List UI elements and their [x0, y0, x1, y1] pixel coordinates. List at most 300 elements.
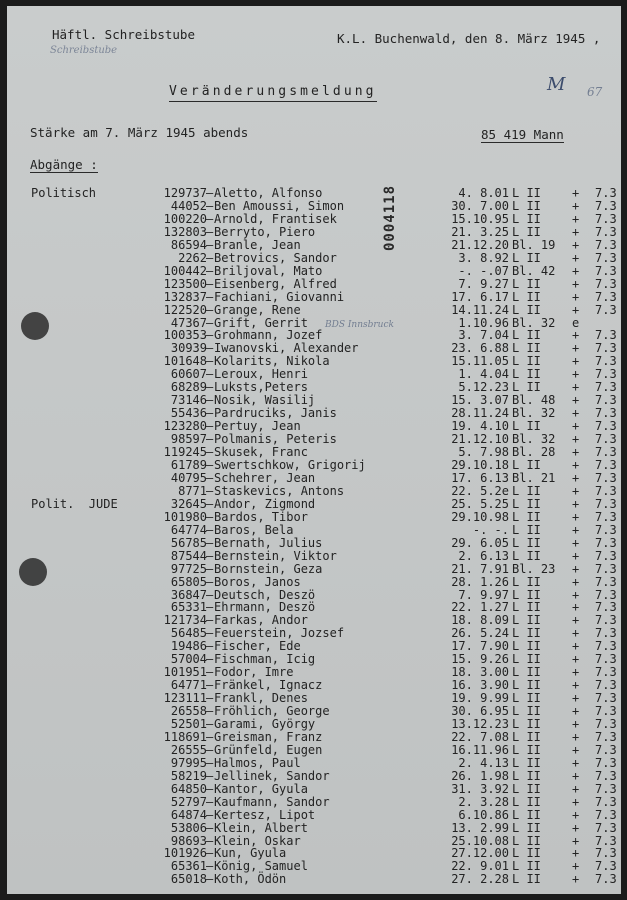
birth-date: 19. 4.10 — [451, 419, 509, 434]
birth-date: 17. 7.90 — [451, 639, 509, 654]
transfer-date: 7.3 — [595, 833, 617, 848]
birth-date: 21.12.10 — [451, 432, 509, 446]
birth-date: 21. 7.91 — [451, 561, 509, 576]
transfer-date: 7.3 — [595, 263, 617, 278]
prisoner-number: 101980 — [163, 509, 207, 524]
plus-mark: + — [572, 768, 580, 783]
group-label: Politisch — [31, 186, 97, 200]
prisoner-name: Farkas, Andor — [214, 613, 308, 628]
birth-date: 21.12.20 — [451, 237, 509, 252]
block-number: L II — [512, 755, 541, 770]
transfer-date: 7.3 — [595, 587, 617, 602]
plus-mark: + — [572, 626, 580, 641]
prisoner-name: Berryto, Piero — [214, 224, 316, 239]
dash: — — [206, 328, 214, 343]
plus-mark: + — [572, 186, 580, 200]
prisoner-number: 132837 — [163, 289, 207, 304]
birth-date: 17. 6.17 — [451, 289, 509, 304]
plus-mark: + — [572, 600, 580, 615]
prisoner-name: Leroux, Henri — [214, 367, 308, 382]
transfer-date: 7.3 — [595, 496, 617, 511]
strength-total: 85 419 Mann — [481, 127, 564, 142]
prisoner-name: Baros, Bela — [214, 522, 294, 537]
prisoner-name: Briljoval, Mato — [214, 263, 323, 278]
block-number: L II — [512, 354, 541, 369]
block-number: L II — [512, 380, 541, 395]
list-item — [7, 744, 621, 757]
dash: — — [206, 639, 214, 654]
prisoner-name: Andor, Zigmond — [214, 496, 316, 511]
document-title: Veränderungsmeldung — [169, 85, 377, 102]
prisoner-name: Grünfeld, Eugen — [214, 742, 323, 757]
list-item — [7, 472, 621, 485]
prisoner-name: Skusek, Franc — [214, 445, 308, 459]
transfer-date: 7.3 — [595, 820, 617, 835]
prisoner-name: Bernath, Julius — [214, 535, 323, 550]
dash: — — [206, 755, 214, 770]
plus-mark: + — [572, 742, 580, 757]
plus-mark: + — [572, 406, 580, 421]
prisoner-name: Kolarits, Nikola — [214, 354, 330, 369]
dash: — — [206, 704, 214, 718]
block-number: L II — [512, 211, 541, 226]
prisoner-number: 55436 — [170, 406, 207, 421]
birth-date: 28.11.24 — [451, 406, 509, 421]
prisoner-number: 32645 — [170, 496, 207, 511]
transfer-date: 7.3 — [595, 574, 617, 589]
pencil-note: BDS Innsbruck — [325, 320, 394, 330]
birth-date: 25.10.08 — [451, 833, 509, 848]
birth-date: 3. 7.04 — [458, 328, 509, 343]
dash: — — [206, 665, 214, 680]
office-label: Häftl. Schreibstube — [52, 27, 195, 42]
plus-mark: + — [572, 548, 580, 563]
birth-date: 27. 2.28 — [451, 872, 509, 887]
birth-date: 15. 3.07 — [451, 393, 509, 408]
dash: — — [206, 457, 214, 472]
plus-mark: + — [572, 211, 580, 226]
dash: — — [206, 419, 214, 434]
transfer-date: 7.3 — [595, 794, 617, 809]
prisoner-number: 123111 — [163, 691, 207, 705]
birth-date: -. -.07 — [458, 263, 509, 278]
prisoner-number: 44052 — [170, 198, 207, 213]
dash: — — [206, 496, 214, 511]
birth-date: 30. 6.95 — [451, 704, 509, 718]
transfer-date: 7.3 — [595, 328, 617, 343]
block-number: L II — [512, 768, 541, 783]
transfer-date: 7.3 — [595, 548, 617, 563]
plus-mark: + — [572, 639, 580, 654]
prisoner-name: Ehrmann, Deszö — [214, 600, 316, 615]
birth-date: 18. 3.00 — [451, 665, 509, 680]
dash: — — [206, 289, 214, 304]
prisoner-name: Grohmann, Jozef — [214, 328, 323, 343]
block-number: L II — [512, 341, 541, 356]
birth-date: 16. 3.90 — [451, 678, 509, 693]
birth-date: 22. 1.27 — [451, 600, 509, 615]
prisoner-number: 56785 — [170, 535, 207, 550]
block-number: L II — [512, 600, 541, 615]
dash: — — [206, 535, 214, 550]
plus-mark: + — [572, 755, 580, 770]
document-page — [7, 6, 621, 894]
transfer-date: 7.3 — [595, 716, 617, 731]
prisoner-name: Garami, György — [214, 716, 316, 731]
prisoner-name: Staskevics, Antons — [214, 483, 345, 498]
list-item — [7, 537, 621, 550]
prisoner-number: 101951 — [163, 665, 207, 680]
birth-date: 5. 7.98 — [458, 445, 509, 459]
block-number: L II — [512, 328, 541, 343]
dash: — — [206, 794, 214, 809]
block-number: L II — [512, 535, 541, 550]
transfer-date: 7.3 — [595, 626, 617, 641]
transfer-date: 7.3 — [595, 807, 617, 822]
prisoner-number: 101648 — [163, 354, 207, 369]
transfer-date: 7.3 — [595, 289, 617, 304]
dash: — — [206, 380, 214, 395]
birth-date: 29. 6.05 — [451, 535, 509, 550]
prisoner-name: Halmos, Paul — [214, 755, 301, 770]
transfer-date: 7.3 — [595, 691, 617, 705]
prisoner-number: 87544 — [170, 548, 207, 563]
dash: — — [206, 781, 214, 796]
prisoner-number: 64850 — [170, 781, 207, 796]
plus-mark: + — [572, 470, 580, 485]
prisoner-name: Feuerstein, Jozsef — [214, 626, 345, 641]
plus-mark: + — [572, 276, 580, 291]
birth-date: 29.10.98 — [451, 509, 509, 524]
list-item — [7, 731, 621, 744]
list-item — [7, 550, 621, 563]
dash: — — [206, 470, 214, 485]
transfer-date: 7.3 — [595, 522, 617, 537]
birth-date: 31. 3.92 — [451, 781, 509, 796]
block-number: L II — [512, 522, 541, 537]
block-number: L II — [512, 742, 541, 757]
block-number: L II — [512, 224, 541, 239]
transfer-date: 7.3 — [595, 755, 617, 770]
prisoner-name: Arnold, Frantisek — [214, 211, 337, 226]
dash: — — [206, 432, 214, 446]
dash: — — [206, 483, 214, 498]
birth-date: 7. 9.97 — [458, 587, 509, 602]
prisoner-number: 98597 — [170, 432, 207, 446]
plus-mark: + — [572, 561, 580, 576]
plus-mark: + — [572, 263, 580, 278]
prisoner-number: 97725 — [170, 561, 207, 576]
block-number: L II — [512, 483, 541, 498]
birth-date: 2. 3.28 — [458, 794, 509, 809]
dash: — — [206, 613, 214, 628]
block-number: L II — [512, 820, 541, 835]
dash: — — [206, 807, 214, 822]
prisoner-number: 64874 — [170, 807, 207, 822]
prisoner-number: 64771 — [170, 678, 207, 693]
transfer-date: 7.3 — [595, 561, 617, 576]
prisoner-number: 40795 — [170, 470, 207, 485]
block-number: Bl. 21 — [512, 470, 556, 485]
plus-mark: + — [572, 574, 580, 589]
prisoner-number: 8771 — [178, 483, 207, 498]
dash: — — [206, 846, 214, 861]
prisoner-number: 64774 — [170, 522, 207, 537]
transfer-date: 7.3 — [595, 341, 617, 356]
transfer-date: 7.3 — [595, 859, 617, 874]
prisoner-number: 100353 — [163, 328, 207, 343]
prisoner-name: Kun, Gyula — [214, 846, 287, 861]
dash: — — [206, 678, 214, 693]
birth-date: 15. 9.26 — [451, 652, 509, 667]
dash: — — [206, 729, 214, 744]
block-number: L II — [512, 574, 541, 589]
block-number: L II — [512, 652, 541, 667]
prisoner-number: 119245 — [163, 445, 207, 459]
prisoner-name: König, Samuel — [214, 859, 308, 874]
plus-mark: + — [572, 445, 580, 459]
transfer-date: 7.3 — [595, 600, 617, 615]
prisoner-number: 26558 — [170, 704, 207, 718]
prisoner-name: Grange, Rene — [214, 302, 301, 317]
birth-date: 26. 5.24 — [451, 626, 509, 641]
dash: — — [206, 198, 214, 213]
dash: — — [206, 587, 214, 602]
transfer-date: 7.3 — [595, 445, 617, 459]
birth-date: 4. 8.01 — [458, 186, 509, 200]
transfer-date: 7.3 — [595, 846, 617, 861]
block-number: L II — [512, 587, 541, 602]
list-item — [7, 485, 621, 498]
block-number: L II — [512, 846, 541, 861]
prisoner-number: 73146 — [170, 393, 207, 408]
prisoner-name: Grift, Gerrit — [214, 315, 308, 330]
birth-date: 29.10.18 — [451, 457, 509, 472]
prisoner-number: 30939 — [170, 341, 207, 356]
block-number: L II — [512, 289, 541, 304]
block-number: L II — [512, 302, 541, 317]
prisoner-number: 129737 — [163, 186, 207, 200]
prisoner-number: 132803 — [163, 224, 207, 239]
prisoner-number: 65805 — [170, 574, 207, 589]
transfer-date: 7.3 — [595, 535, 617, 550]
list-item — [7, 213, 621, 226]
office-handwritten-note: Schreibstube — [50, 45, 118, 56]
block-number: Bl. 32 — [512, 432, 556, 446]
dash: — — [206, 315, 214, 330]
prisoner-name: Greisman, Franz — [214, 729, 323, 744]
transfer-date: 7.3 — [595, 224, 617, 239]
block-number: L II — [512, 691, 541, 705]
list-item — [7, 873, 621, 886]
plus-mark: + — [572, 652, 580, 667]
prisoner-name: Nosik, Wasilij — [214, 393, 316, 408]
prisoner-number: 65018 — [170, 872, 207, 887]
prisoner-number: 97995 — [170, 755, 207, 770]
block-number: L II — [512, 639, 541, 654]
block-number: Bl. 48 — [512, 393, 556, 408]
birth-date: 15.11.05 — [451, 354, 509, 369]
prisoner-number: 36847 — [170, 587, 207, 602]
birth-date: 27.12.00 — [451, 846, 509, 861]
dash: — — [206, 716, 214, 731]
dash: — — [206, 600, 214, 615]
plus-mark: + — [572, 820, 580, 835]
prisoner-number: 123500 — [163, 276, 207, 291]
birth-date: 7. 9.27 — [458, 276, 509, 291]
block-number: L II — [512, 794, 541, 809]
dash: — — [206, 211, 214, 226]
transfer-date: 7.3 — [595, 729, 617, 744]
transfer-date: 7.3 — [595, 742, 617, 757]
prisoner-name: Bardos, Tibor — [214, 509, 308, 524]
dash: — — [206, 574, 214, 589]
list-item — [7, 278, 621, 291]
plus-mark: + — [572, 457, 580, 472]
block-number: Bl. 32 — [512, 406, 556, 421]
prisoner-name: Bernstein, Viktor — [214, 548, 337, 563]
block-number: L II — [512, 859, 541, 874]
block-number: L II — [512, 807, 541, 822]
prisoner-name: Pertuy, Jean — [214, 419, 301, 434]
block-number: L II — [512, 276, 541, 291]
prisoner-name: Fischman, Icig — [214, 652, 316, 667]
prisoner-number: 47367 — [170, 315, 207, 330]
prisoner-number: 56485 — [170, 626, 207, 641]
prisoner-number: 57004 — [170, 652, 207, 667]
prisoner-number: 118691 — [163, 729, 207, 744]
transfer-date: 7.3 — [595, 768, 617, 783]
block-number: L II — [512, 781, 541, 796]
plus-mark: + — [572, 302, 580, 317]
prisoner-number: 19486 — [170, 639, 207, 654]
prisoner-number: 26555 — [170, 742, 207, 757]
list-item — [7, 226, 621, 239]
prisoner-name: Kantor, Gyula — [214, 781, 308, 796]
dash: — — [206, 652, 214, 667]
plus-mark: + — [572, 807, 580, 822]
plus-mark: + — [572, 224, 580, 239]
block-number: L II — [512, 496, 541, 511]
transfer-date: 7.3 — [595, 198, 617, 213]
transfer-date: 7.3 — [595, 781, 617, 796]
dash: — — [206, 742, 214, 757]
block-number: L II — [512, 678, 541, 693]
group-label: Polit. JUDE — [31, 496, 118, 511]
strength-label: Stärke am 7. März 1945 abends — [30, 125, 249, 140]
plus-mark: + — [572, 509, 580, 524]
birth-date: 15.10.95 — [451, 211, 509, 226]
plus-mark: + — [572, 237, 580, 252]
plus-mark: + — [572, 483, 580, 498]
birth-date: 22. 7.08 — [451, 729, 509, 744]
block-number: L II — [512, 186, 541, 200]
plus-mark: + — [572, 665, 580, 680]
prisoner-number: 100442 — [163, 263, 207, 278]
block-number: L II — [512, 250, 541, 265]
transfer-date: 7.3 — [595, 613, 617, 628]
dash: — — [206, 691, 214, 705]
transfer-date: 7.3 — [595, 380, 617, 395]
prisoner-number: 86594 — [170, 237, 207, 252]
prisoner-number: 60607 — [170, 367, 207, 382]
dash: — — [206, 302, 214, 317]
birth-date: 5.12.23 — [458, 380, 509, 395]
transfer-date: 7.3 — [595, 872, 617, 887]
dash: — — [206, 406, 214, 421]
block-number: L II — [512, 704, 541, 718]
plus-mark: + — [572, 535, 580, 550]
prisoner-name: Betrovics, Sandor — [214, 250, 337, 265]
transfer-date: 7.3 — [595, 186, 617, 200]
transfer-date: 7.3 — [595, 704, 617, 718]
prisoner-name: Boros, Janos — [214, 574, 301, 589]
list-item — [7, 770, 621, 783]
dash: — — [206, 393, 214, 408]
plus-mark: + — [572, 833, 580, 848]
plus-mark: + — [572, 678, 580, 693]
block-number: L II — [512, 367, 541, 382]
prisoner-number: 122520 — [163, 302, 207, 317]
plus-mark: + — [572, 367, 580, 382]
dash: — — [206, 561, 214, 576]
prisoner-name: Klein, Albert — [214, 820, 308, 835]
birth-date: 2. 4.13 — [458, 755, 509, 770]
birth-date: 22. 5.2e — [451, 483, 509, 498]
block-number: Bl. 42 — [512, 263, 556, 278]
plus-mark: + — [572, 794, 580, 809]
prisoner-number: 123280 — [163, 419, 207, 434]
prisoner-name: Swertschkow, Grigorij — [214, 457, 366, 472]
block-number: L II — [512, 198, 541, 213]
prisoner-number: 2262 — [178, 250, 207, 265]
prisoner-name: Pardruciks, Janis — [214, 406, 337, 421]
plus-mark: + — [572, 613, 580, 628]
list-item — [7, 718, 621, 731]
block-number: L II — [512, 548, 541, 563]
birth-date: 16.11.96 — [451, 742, 509, 757]
prisoner-name: Eisenberg, Alfred — [214, 276, 337, 291]
dash: — — [206, 445, 214, 459]
plus-mark: + — [572, 354, 580, 369]
block-number: L II — [512, 833, 541, 848]
block-number: L II — [512, 419, 541, 434]
list-item — [7, 757, 621, 770]
list-item — [7, 459, 621, 472]
prisoner-name: Schehrer, Jean — [214, 470, 316, 485]
prisoner-name: Kaufmann, Sandor — [214, 794, 330, 809]
list-item — [7, 524, 621, 537]
dash: — — [206, 768, 214, 783]
dash: — — [206, 186, 214, 200]
prisoner-name: Deutsch, Deszö — [214, 587, 316, 602]
prisoner-number: 68289 — [170, 380, 207, 395]
block-number: L II — [512, 613, 541, 628]
plus-mark: + — [572, 859, 580, 874]
birth-date: 22. 9.01 — [451, 859, 509, 874]
list-item — [7, 304, 621, 317]
prisoner-name: Fischer, Ede — [214, 639, 301, 654]
block-number: L II — [512, 716, 541, 731]
prisoner-number: 53806 — [170, 820, 207, 835]
dash: — — [206, 250, 214, 265]
birth-date: 18. 8.09 — [451, 613, 509, 628]
dash: — — [206, 276, 214, 291]
transfer-date: 7.3 — [595, 652, 617, 667]
block-number: Bl. 19 — [512, 237, 556, 252]
transfer-date: 7.3 — [595, 470, 617, 485]
prisoner-name: Fachiani, Giovanni — [214, 289, 345, 304]
